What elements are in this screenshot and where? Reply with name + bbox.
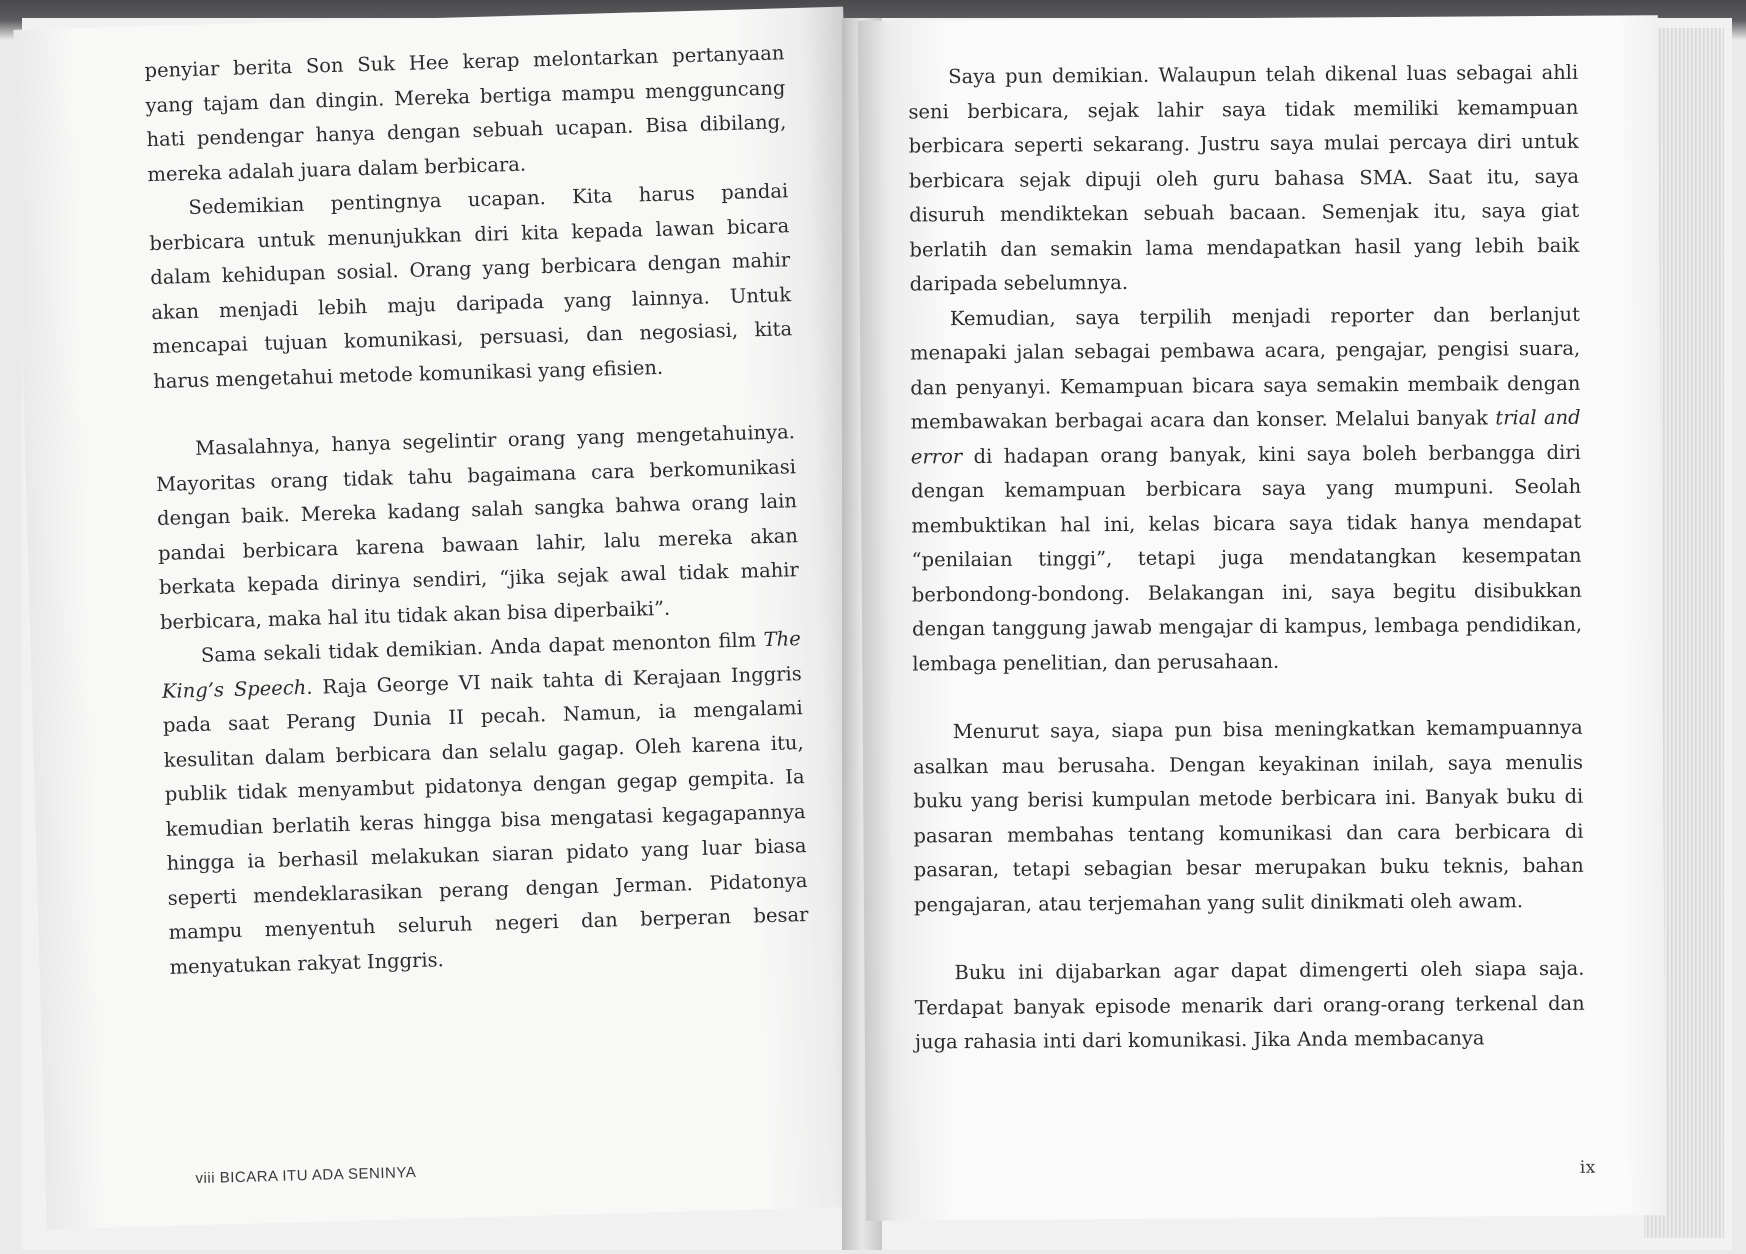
left-page-text — [144, 36, 810, 985]
text-run: Kemudian, saya terpilih menjadi reporter dan berlanjut menapaki jalan sebagai pembawa acara, pengajar, pengisi suara, dan penyanyi. Kemampuan bicara saya semakin membaik dengan membawakan berbagai acara dan konser. Melalui banyak — [910, 302, 1581, 434]
film-title: The King’s Speech — [161, 627, 802, 703]
right-page-number: ix — [1579, 1157, 1596, 1178]
paragraph: Buku ini dijabarkan agar dapat dimengerti oleh siapa saja. Terdapat banyak episode menarik dari orang-orang terkenal dan juga rahasia inti dari komunikasi. Jika Anda membacanya — [914, 956, 1585, 1054]
left-page-footer: viii BICARA ITU ADA SENINYA — [195, 1164, 417, 1188]
paragraph-reporter — [910, 297, 1583, 681]
text-run: di hadapan orang banyak, kini saya boleh berbangga diri dengan kemampuan berbicara saya yang mumpuni. Seolah membuktikan hal ini, kelas bicara saya tidak hanya mendapat “penilaian tinggi”, tetapi juga mendatangkan kesempatan berbondong-bondong. Belakangan ini, saya begitu disibukkan dengan tanggung jawab mengajar di kampus, lembaga pendidikan, lembaga penelitian, dan perusahaan. — [911, 440, 1583, 675]
paragraph-film — [161, 622, 810, 985]
left-page — [13, 7, 876, 1230]
text-run: . Raja George VI naik tahta di Kerajaan Inggris pada saat Perang Dunia II pecah. Namun, ia mengalami kesulitan dalam berbicara dan selalu gagap. Oleh karena itu, publik tidak menyambut pidatonya dengan gegap gempita. Ia kemudian berlatih keras hingga bisa mengatasi kegagapannya hingga ia berhasil melakukan siaran pidato yang luar biasa seperti mendeklarasikan perang dengan Jerman. Pidatonya mampu menyentuh seluruh negeri dan berperan besar menyatukan rakyat Inggris. — [162, 661, 809, 979]
paragraph: penyiar berita Son Suk Hee kerap melontarkan pertanyaan yang tajam dan dingin. Mereka bertiga mampu mengguncang hati pendengar hanya dengan sebuah ucapan. Bisa dibilang, mereka adalah juara dalam berbicara. — [144, 41, 787, 186]
paragraph: Menurut saya, siapa pun bisa meningkatkan kemampuannya asalkan mau berusaha. Dengan keyakinan inilah, saya menulis buku yang berisi kumpulan metode berbicara ini. Banyak buku di pasaran membahas tentang komunikasi dan cara berbicara di pasaran, tetapi sebagian besar merupakan buku teknis, bahan pengajaran, atau terjemahan yang sulit dinikmati oleh awam. — [912, 715, 1584, 916]
paragraph: Sedemikian pentingnya ucapan. Kita harus pandai berbicara untuk menunjukkan diri kita kepada lawan bicara dalam kehidupan sosial. Orang yang berbicara dengan mahir akan menjadi lebih maju daripada yang lainnya. Untuk mencapai tujuan komunikasi, persuasi, dan negosiasi, kita harus mengetahui metode komunikasi yang efisien. — [149, 179, 793, 393]
italic-phrase: trial and error — [910, 405, 1581, 468]
right-page-text — [908, 56, 1585, 1060]
paragraph: Saya pun demikian. Walaupun telah dikenal luas sebagai ahli seni berbicara, sejak lahir saya tidak memiliki kemampuan berbicara seperti sekarang. Justru saya mulai percaya diri untuk berbicara sejak dipuji oleh guru bahasa SMA. Saat itu, saya disuruh mendiktekan sebuah bacaan. Semenjak itu, saya giat berlatih dan semakin lama mendapatkan hasil yang lebih baik daripada sebelumnya. — [908, 60, 1580, 296]
right-page — [858, 15, 1666, 1221]
open-book — [22, 18, 1732, 1250]
paragraph: Masalahnya, hanya segelintir orang yang mengetahuinya. Mayoritas orang tidak tahu bagaimana cara berkomunikasi dengan baik. Mereka kadang salah sangka bahwa orang lain pandai berbicara karena bawaan lahir, lalu mereka akan berkata kepada dirinya sendiri, “jika sejak awal tidak mahir berbicara, maka hal itu tidak akan bisa diperbaiki”. — [155, 420, 800, 634]
text-run: Sama sekali tidak demikian. Anda dapat menonton film — [200, 628, 764, 667]
